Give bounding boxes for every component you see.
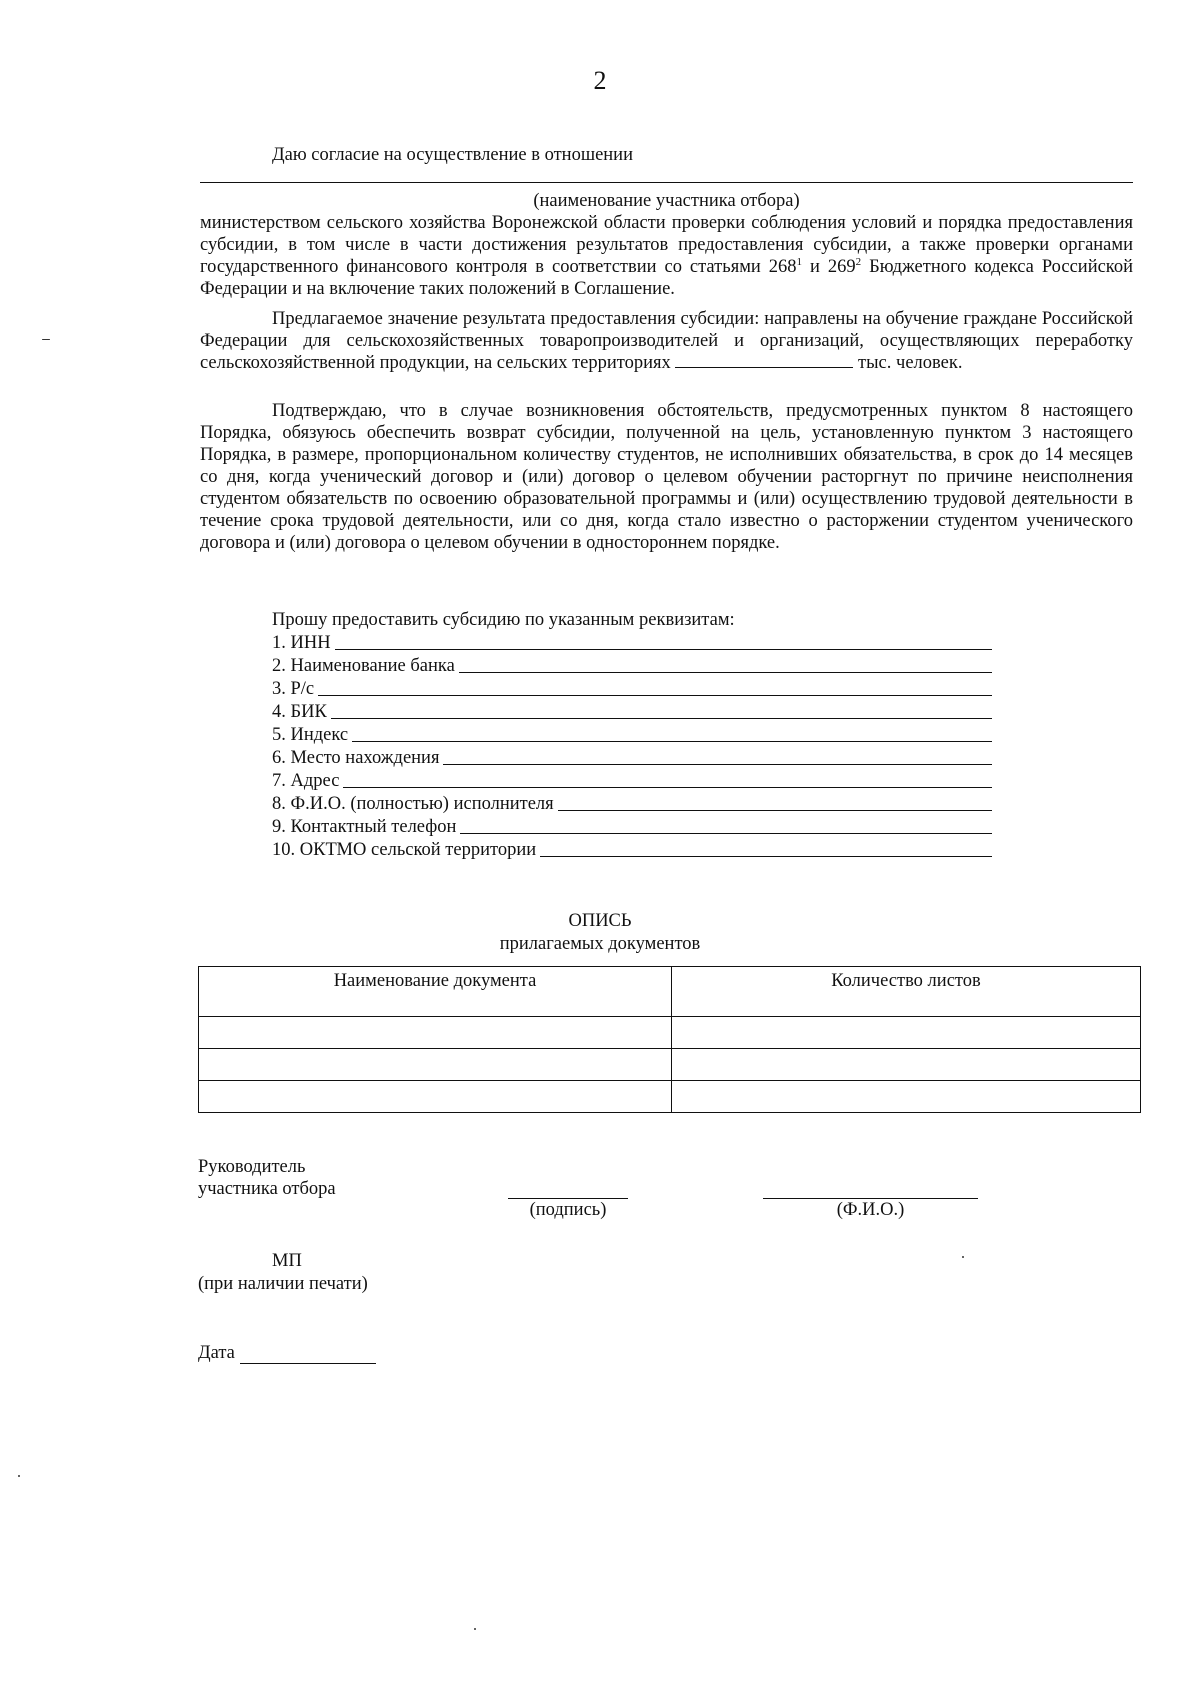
consent-paragraph (200, 212, 1133, 300)
date-label: Дата (198, 1343, 235, 1363)
inventory-cell-document[interactable] (199, 1081, 672, 1113)
result-paragraph (200, 308, 1133, 374)
requisite-row-phone (272, 815, 992, 838)
inventory-title: ОПИСЬ (568, 911, 632, 931)
inventory-cell-sheets[interactable] (672, 1017, 1141, 1049)
requisite-field-phone[interactable] (460, 833, 992, 834)
inventory-cell-document[interactable] (199, 1049, 672, 1081)
requisite-row-index (272, 723, 992, 746)
signer-role (198, 1156, 336, 1200)
scan-mark (18, 1475, 20, 1477)
participant-name-field[interactable] (200, 182, 1133, 183)
requisite-row-bik (272, 700, 992, 723)
consent-text-a: министерством сельского хозяйства Воронежской области проверки соблюдения условий и порядка предоставления субсидии, в том числе в части достижения результатов предоставления субсидии, а также проверки органами государственного финансового контроля в соответствии со статьями 268 (200, 213, 1133, 277)
signer-role-line1: Руководитель (198, 1157, 306, 1177)
requisite-label-location: 6. Место нахождения (272, 748, 440, 768)
date-field[interactable] (240, 1363, 376, 1364)
requisite-label-account: 3. Р/с (272, 679, 315, 699)
page-number: 2 (593, 66, 607, 95)
scan-mark (474, 1628, 476, 1630)
name-caption: (Ф.И.О.) (836, 1200, 905, 1220)
requisite-field-inn[interactable] (335, 649, 992, 650)
confirmation-paragraph (200, 400, 1133, 554)
inventory-col-sheets: Количество листов (672, 967, 1141, 1017)
requisite-field-executor[interactable] (558, 810, 992, 811)
requisite-row-oktmo (272, 838, 992, 861)
requisite-label-address: 7. Адрес (272, 771, 340, 791)
requisite-row-location (272, 746, 992, 769)
requisite-row-account (272, 677, 992, 700)
consent-text-c: Бюджетного кодекса Российской Федерации и на включение таких положений в Соглашение. (200, 257, 1134, 299)
requisite-field-location[interactable] (443, 764, 992, 765)
requisite-field-account[interactable] (318, 695, 992, 696)
requisite-row-bank (272, 654, 992, 677)
requisite-field-bik[interactable] (331, 718, 992, 719)
name-block (763, 1198, 978, 1221)
result-value-field[interactable] (675, 353, 853, 368)
inventory-table (198, 966, 1141, 1113)
requisite-label-index: 5. Индекс (272, 725, 349, 745)
consent-text-b: и 269 (802, 257, 856, 277)
requisite-label-phone: 9. Контактный телефон (272, 817, 457, 837)
table-row (199, 1049, 1141, 1081)
requisite-row-address (272, 769, 992, 792)
requisite-field-index[interactable] (352, 741, 992, 742)
signer-role-line2: участника отбора (198, 1179, 336, 1199)
inventory-subtitle: прилагаемых документов (499, 934, 701, 954)
participant-caption: (наименование участника отбора) (533, 191, 800, 211)
scan-mark (42, 339, 50, 340)
requisite-label-inn: 1. ИНН (272, 633, 331, 653)
table-row (199, 1081, 1141, 1113)
confirmation-text: Подтверждаю, что в случае возникновения обстоятельств, предусмотренных пунктом 8 настоящего Порядка, обязуюсь обеспечить возврат субсидии, полученной на цель, установленную пунктом 3 настоящего Порядка, в размере, пропорциональном количеству студентов, не исполнивших обязательства, в срок до 14 месяцев со дня, когда ученический договор и (или) договор о целевом обучении расторгнут по причине неисполнения студентом обязательств по освоению образовательной программы и (или) осуществлению трудовой деятельности в течение срока трудовой деятельности, или со дня, когда стало известно о расторжении студентом ученического договора и (или) договора о целевом обучении в одностороннем порядке. (200, 401, 1133, 553)
stamp-note: (при наличии печати) (198, 1274, 368, 1294)
requisites-block (272, 608, 992, 861)
requisites-heading (272, 608, 992, 631)
result-text-a: Предлагаемое значение результата предоставления субсидии: направлены на обучение граждане Российской Федерации для сельскохозяйственных товаропроизводителей и организаций, осуществляющих переработку сельскохозяйственной продукции, на сельских территориях (200, 309, 1133, 373)
stamp-label: МП (272, 1251, 302, 1271)
requisite-field-address[interactable] (343, 787, 992, 788)
requisite-label-oktmo: 10. ОКТМО сельской территории (272, 840, 537, 860)
inventory-cell-sheets[interactable] (672, 1081, 1141, 1113)
inventory-header-row (199, 967, 1141, 1017)
scan-mark (962, 1256, 964, 1258)
inventory-cell-document[interactable] (199, 1017, 672, 1049)
requisite-field-oktmo[interactable] (540, 856, 992, 857)
consent-sup-1: 1 (796, 255, 803, 268)
requisite-label-executor: 8. Ф.И.О. (полностью) исполнителя (272, 794, 554, 814)
signature-caption: (подпись) (529, 1200, 607, 1220)
inventory-cell-sheets[interactable] (672, 1049, 1141, 1081)
requisite-label-bik: 4. БИК (272, 702, 327, 722)
result-text-b: тыс. человек. (853, 353, 963, 373)
requisite-row-executor (272, 792, 992, 815)
inventory-col-document: Наименование документа (199, 967, 672, 1017)
consent-lead: Даю согласие на осуществление в отношении (272, 145, 633, 165)
requisite-field-bank[interactable] (459, 672, 992, 673)
consent-sup-2: 2 (855, 255, 862, 268)
requisite-label-bank: 2. Наименование банка (272, 656, 455, 676)
requisite-row-inn (272, 631, 992, 654)
signature-block (508, 1198, 628, 1221)
requisites-heading-text: Прошу предоставить субсидию по указанным реквизитам: (272, 610, 735, 630)
table-row (199, 1017, 1141, 1049)
